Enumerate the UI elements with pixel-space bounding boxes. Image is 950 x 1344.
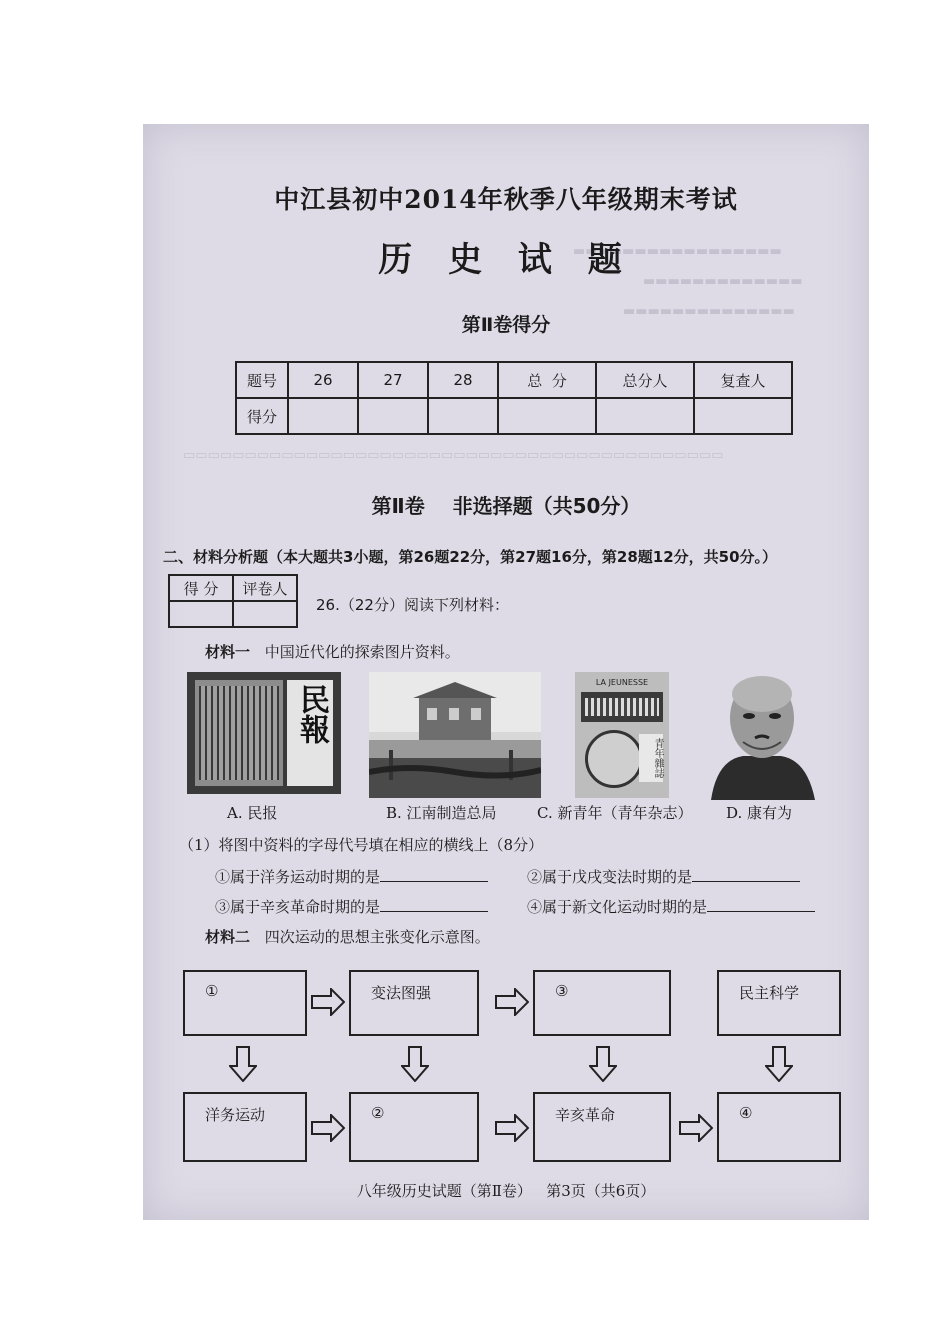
caption-c: C. 新青年（青年杂志） [537,804,693,822]
flow-box-bottom-1: 洋务运动 [183,1092,307,1162]
item-1 [215,866,488,887]
flow-box-bottom-4[interactable]: ④ [717,1092,841,1162]
answer-blank-2[interactable] [692,867,800,882]
score-header-cell: 总分人 [596,362,694,398]
score-cell-28[interactable] [428,398,498,434]
bleed-through-text: ▬▬▬▬▬▬▬▬▬▬▬▬▬ [643,274,803,289]
down-arrow-icon [229,1046,257,1082]
score-section-title: 第Ⅱ卷得分 [461,314,551,336]
grader-table [168,574,298,628]
right-arrow-icon [495,1114,529,1142]
part2-heading: 二、材料分析题（本大题共3小题，第26题22分，第27题16分，第28题12分，共50分。） [163,548,778,566]
answer-blank-3[interactable] [380,897,488,912]
score-table [235,361,793,435]
material-1-text: 中国近代化的探索图片资料。 [264,643,460,661]
score-cell-reviewer[interactable] [694,398,792,434]
image-min-bao [187,672,341,794]
down-arrow-icon [589,1046,617,1082]
material-2 [205,926,490,947]
answer-blank-1[interactable] [380,867,488,882]
new-youth-seal: 青年雜誌 [639,734,663,782]
score-header-cell: 26 [288,362,358,398]
sub-question-1: （1）将图中资料的字母代号填在相应的横线上（8分） [179,836,544,854]
grader-score-label: 得 分 [169,575,233,601]
score-value-row [236,398,792,434]
score-header-cell: 总 分 [498,362,596,398]
score-header-cell: 27 [358,362,428,398]
flow-box-bottom-3: 辛亥革命 [533,1092,671,1162]
item-4 [527,896,815,917]
bleed-through-table: ▭▭▭▭▭▭▭▭▭▭▭▭▭▭▭▭▭▭▭▭▭▭▭▭▭▭▭▭▭▭▭▭▭▭▭▭▭▭▭▭▭▭▭▭ [183,448,724,463]
exam-title: 中江县初中2014年秋季八年级期末考试 [274,185,738,214]
score-cell-27[interactable] [358,398,428,434]
flow-box-top-3[interactable]: ③ [533,970,671,1036]
score-cell-tallier[interactable] [596,398,694,434]
score-header-row [236,362,792,398]
exam-sheet [143,124,869,1220]
item-2 [527,866,800,887]
page-footer: 八年级历史试题（第Ⅱ卷） 第3页（共6页） [356,1182,656,1200]
item-3 [215,896,488,917]
subject-title: 历 史 试 题 [378,240,634,280]
grader-score-cell[interactable] [169,601,233,627]
question-26-prompt: 26.（22分）阅读下列材料： [316,596,509,614]
score-cell-26[interactable] [288,398,358,434]
score-header-cell: 28 [428,362,498,398]
caption-a: A. 民报 [227,804,278,822]
right-arrow-icon [311,988,345,1016]
image-new-youth [575,672,669,798]
image-kang-youwei-portrait [703,664,821,800]
material-2-text: 四次运动的思想主张变化示意图。 [264,928,490,946]
bleed-through-text: ▬▬▬▬▬▬▬▬▬▬▬▬▬▬ [623,304,795,319]
min-bao-masthead: 民報 [294,684,329,744]
right-arrow-icon [495,988,529,1016]
flow-box-top-1[interactable]: ① [183,970,307,1036]
right-arrow-icon [311,1114,345,1142]
flow-box-top-2: 变法图强 [349,970,479,1036]
material-2-label: 材料二 [205,928,251,946]
down-arrow-icon [765,1046,793,1082]
answer-blank-4[interactable] [707,897,815,912]
bleed-through-text: ▬▬▬▬▬▬▬▬▬▬▬▬▬▬▬▬▬ [573,244,782,259]
score-header-cell: 复查人 [694,362,792,398]
material-1-label: 材料一 [205,643,251,661]
score-cell-total[interactable] [498,398,596,434]
grader-name-cell[interactable] [233,601,297,627]
item-1-text: ①属于洋务运动时期的是 [215,868,381,886]
new-youth-masthead: LA JEUNESSE [595,678,649,687]
item-2-text: ②属于戊戌变法时期的是 [527,868,693,886]
caption-d: D. 康有为 [726,804,793,822]
item-4-text: ④属于新文化运动时期的是 [527,898,708,916]
image-jiangnan-arsenal [369,672,541,798]
score-header-cell: 题号 [236,362,288,398]
caption-b: B. 江南制造总局 [386,804,497,822]
down-arrow-icon [401,1046,429,1082]
flow-box-top-4: 民主科学 [717,970,841,1036]
part2-title: 第Ⅱ卷 非选择题（共50分） [371,494,641,518]
material-1 [205,641,460,662]
flow-box-bottom-2[interactable]: ② [349,1092,479,1162]
grader-name-label: 评卷人 [233,575,297,601]
score-row-label: 得分 [236,398,288,434]
right-arrow-icon [679,1114,713,1142]
item-3-text: ③属于辛亥革命时期的是 [215,898,381,916]
